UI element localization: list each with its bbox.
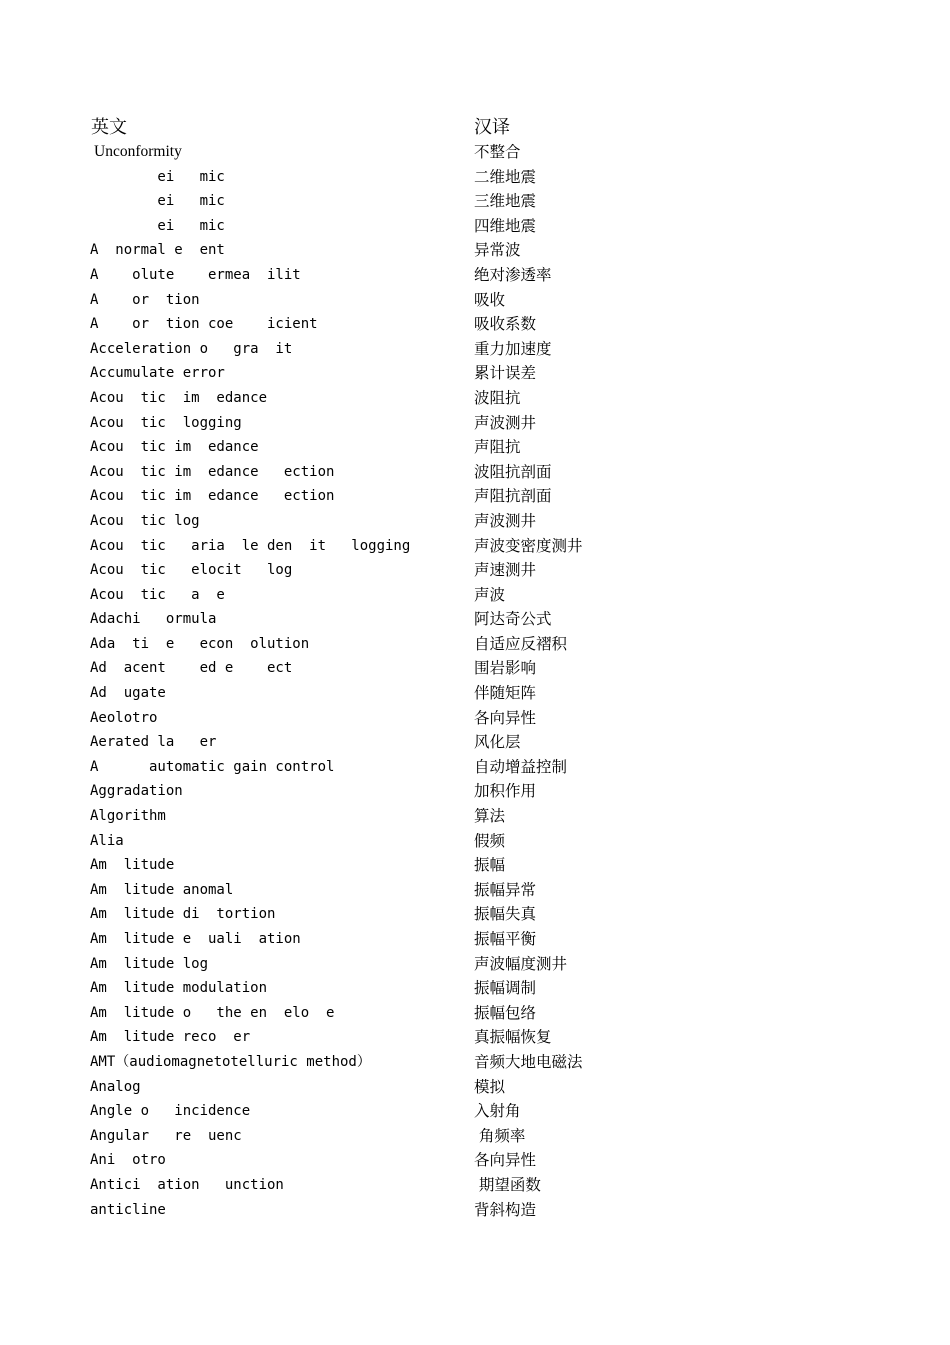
glossary-row [0,1148,950,1173]
chinese-translation: 振幅包络 [474,1003,537,1022]
chinese-translation: 角频率 [474,1126,526,1145]
english-term: Alia [90,832,124,849]
chinese-translation: 四维地震 [474,216,537,235]
glossary-row [0,460,950,485]
chinese-translation: 声波幅度测井 [474,954,568,973]
chinese-translation: 背斜构造 [474,1200,537,1219]
english-term: Adachi ormula [90,611,217,628]
english-term: A normal e ent [90,242,225,259]
glossary-row [0,804,950,829]
english-term: Angle o incidence [90,1103,251,1120]
chinese-translation: 振幅异常 [474,880,537,899]
english-term: Am litude di tortion [90,906,276,923]
glossary-row [0,1124,950,1149]
glossary-row [0,730,950,755]
chinese-translation: 声波测井 [474,413,537,432]
chinese-translation: 声波 [474,585,506,604]
english-term: Acou tic im edance ection [90,463,335,480]
english-term: A olute ermea ilit [90,266,301,283]
glossary-row [0,558,950,583]
english-term: Acou tic im edance [90,439,259,456]
english-term: Am litude [90,857,175,874]
english-term: Am litude anomal [90,881,234,898]
english-term: Am litude reco er [90,1029,251,1046]
glossary-row [0,632,950,657]
english-term: ei mic [90,217,225,234]
chinese-translation: 绝对渗透率 [474,265,552,284]
chinese-translation: 各向异性 [474,1151,537,1170]
chinese-translation: 振幅 [474,856,506,875]
chinese-translation: 假频 [474,831,506,850]
chinese-translation: 吸收 [474,290,506,309]
english-term: ei mic [90,168,225,185]
glossary-row [0,853,950,878]
english-term: Aggradation [90,783,183,800]
glossary-row [0,1050,950,1075]
glossary-row [0,288,950,313]
english-term: Acou tic im edance ection [90,488,335,505]
english-term: Unconformity [94,143,182,160]
chinese-translation: 重力加速度 [474,339,552,358]
glossary-row [0,1075,950,1100]
glossary-row [0,1198,950,1223]
chinese-translation: 模拟 [474,1077,506,1096]
chinese-translation: 伴随矩阵 [474,684,537,703]
glossary-row [0,140,950,165]
english-term: Analog [90,1078,141,1095]
chinese-translation: 自动增益控制 [474,757,568,776]
chinese-translation: 异常波 [474,241,521,260]
english-term: Aeolotro [90,709,158,726]
glossary-row [0,312,950,337]
chinese-translation: 自适应反褶积 [474,634,568,653]
glossary-row [0,189,950,214]
english-term: ei mic [90,193,225,210]
english-column-header: 英文 [91,117,127,138]
english-term: Ada ti e econ olution [90,635,310,652]
glossary-row [0,411,950,436]
chinese-translation: 真振幅恢复 [474,1028,552,1047]
chinese-translation: 声阻抗剖面 [474,487,552,506]
english-term: Accumulate error [90,365,225,382]
chinese-translation: 不整合 [474,143,521,161]
chinese-translation: 振幅失真 [474,905,537,924]
english-term: AMT（audiomagnetotelluric method） [90,1053,371,1070]
chinese-translation: 入射角 [474,1102,521,1121]
glossary-row [0,755,950,780]
english-term: A or tion [90,291,200,308]
glossary-row [0,361,950,386]
glossary-row [0,952,950,977]
english-term: Acou tic elocit log [90,562,293,579]
glossary-row [0,656,950,681]
chinese-translation: 声阻抗 [474,438,521,457]
english-term: Am litude e uali ation [90,931,301,947]
english-term: Angular re uenc [90,1127,242,1144]
chinese-translation: 阿达奇公式 [474,610,552,629]
english-term: Acceleration o gra it [90,340,293,357]
chinese-translation: 振幅调制 [474,979,537,998]
english-term: Acou tic aria le den it logging [90,537,411,554]
chinese-translation: 风化层 [474,733,521,752]
glossary-list [0,140,950,1222]
english-term: Algorithm [90,808,166,825]
chinese-translation: 三维地震 [474,192,537,211]
glossary-row [0,607,950,632]
glossary-row [0,902,950,927]
chinese-translation: 声波变密度测井 [474,536,583,555]
english-term: Acou tic log [90,512,200,529]
glossary-row [0,1025,950,1050]
glossary-row [0,878,950,903]
chinese-translation: 波阻抗 [474,388,521,407]
glossary-row [0,976,950,1001]
english-term: Antici ation unction [90,1176,284,1193]
glossary-row [0,1099,950,1124]
chinese-translation: 各向异性 [474,708,537,727]
glossary-row [0,927,950,952]
chinese-translation: 算法 [474,807,506,826]
english-term: anticline [90,1201,166,1218]
english-term: Am litude modulation [90,980,268,997]
english-term: A or tion coe icient [90,316,318,333]
glossary-row [0,534,950,559]
chinese-translation: 加积作用 [474,782,537,801]
column-header-row [0,116,950,140]
glossary-row [0,706,950,731]
chinese-column-header: 汉译 [474,117,510,138]
glossary-row [0,484,950,509]
chinese-translation: 二维地震 [474,167,537,186]
english-term: Acou tic a e [90,586,225,603]
glossary-row [0,214,950,239]
chinese-translation: 围岩影响 [474,659,537,678]
glossary-row [0,165,950,190]
english-term: A automatic gain control [90,758,335,775]
glossary-row [0,1001,950,1026]
glossary-row [0,435,950,460]
glossary-row [0,238,950,263]
chinese-translation: 波阻抗剖面 [474,462,552,481]
glossary-row [0,681,950,706]
chinese-translation: 累计误差 [474,364,537,383]
english-term: Ad ugate [90,685,166,702]
english-term: Am litude o the en elo e [90,1004,335,1021]
chinese-translation: 声波测井 [474,511,537,530]
glossary-row [0,779,950,804]
chinese-translation: 期望函数 [474,1175,541,1194]
glossary-row [0,386,950,411]
english-term: Ani otro [90,1152,166,1169]
english-term: Ad acent ed e ect [90,660,293,677]
chinese-translation: 振幅平衡 [474,930,537,948]
glossary-row [0,829,950,854]
english-term: Am litude log [90,955,209,972]
chinese-translation: 音频大地电磁法 [474,1052,583,1071]
chinese-translation: 吸收系数 [474,315,537,334]
english-term: Aerated la er [90,734,217,751]
english-term: Acou tic im edance [90,389,268,406]
chinese-translation: 声速测井 [474,561,537,580]
english-term: Acou tic logging [90,414,242,431]
glossary-row [0,337,950,362]
glossary-row [0,1173,950,1198]
glossary-row [0,263,950,288]
glossary-row [0,583,950,608]
glossary-row [0,509,950,534]
